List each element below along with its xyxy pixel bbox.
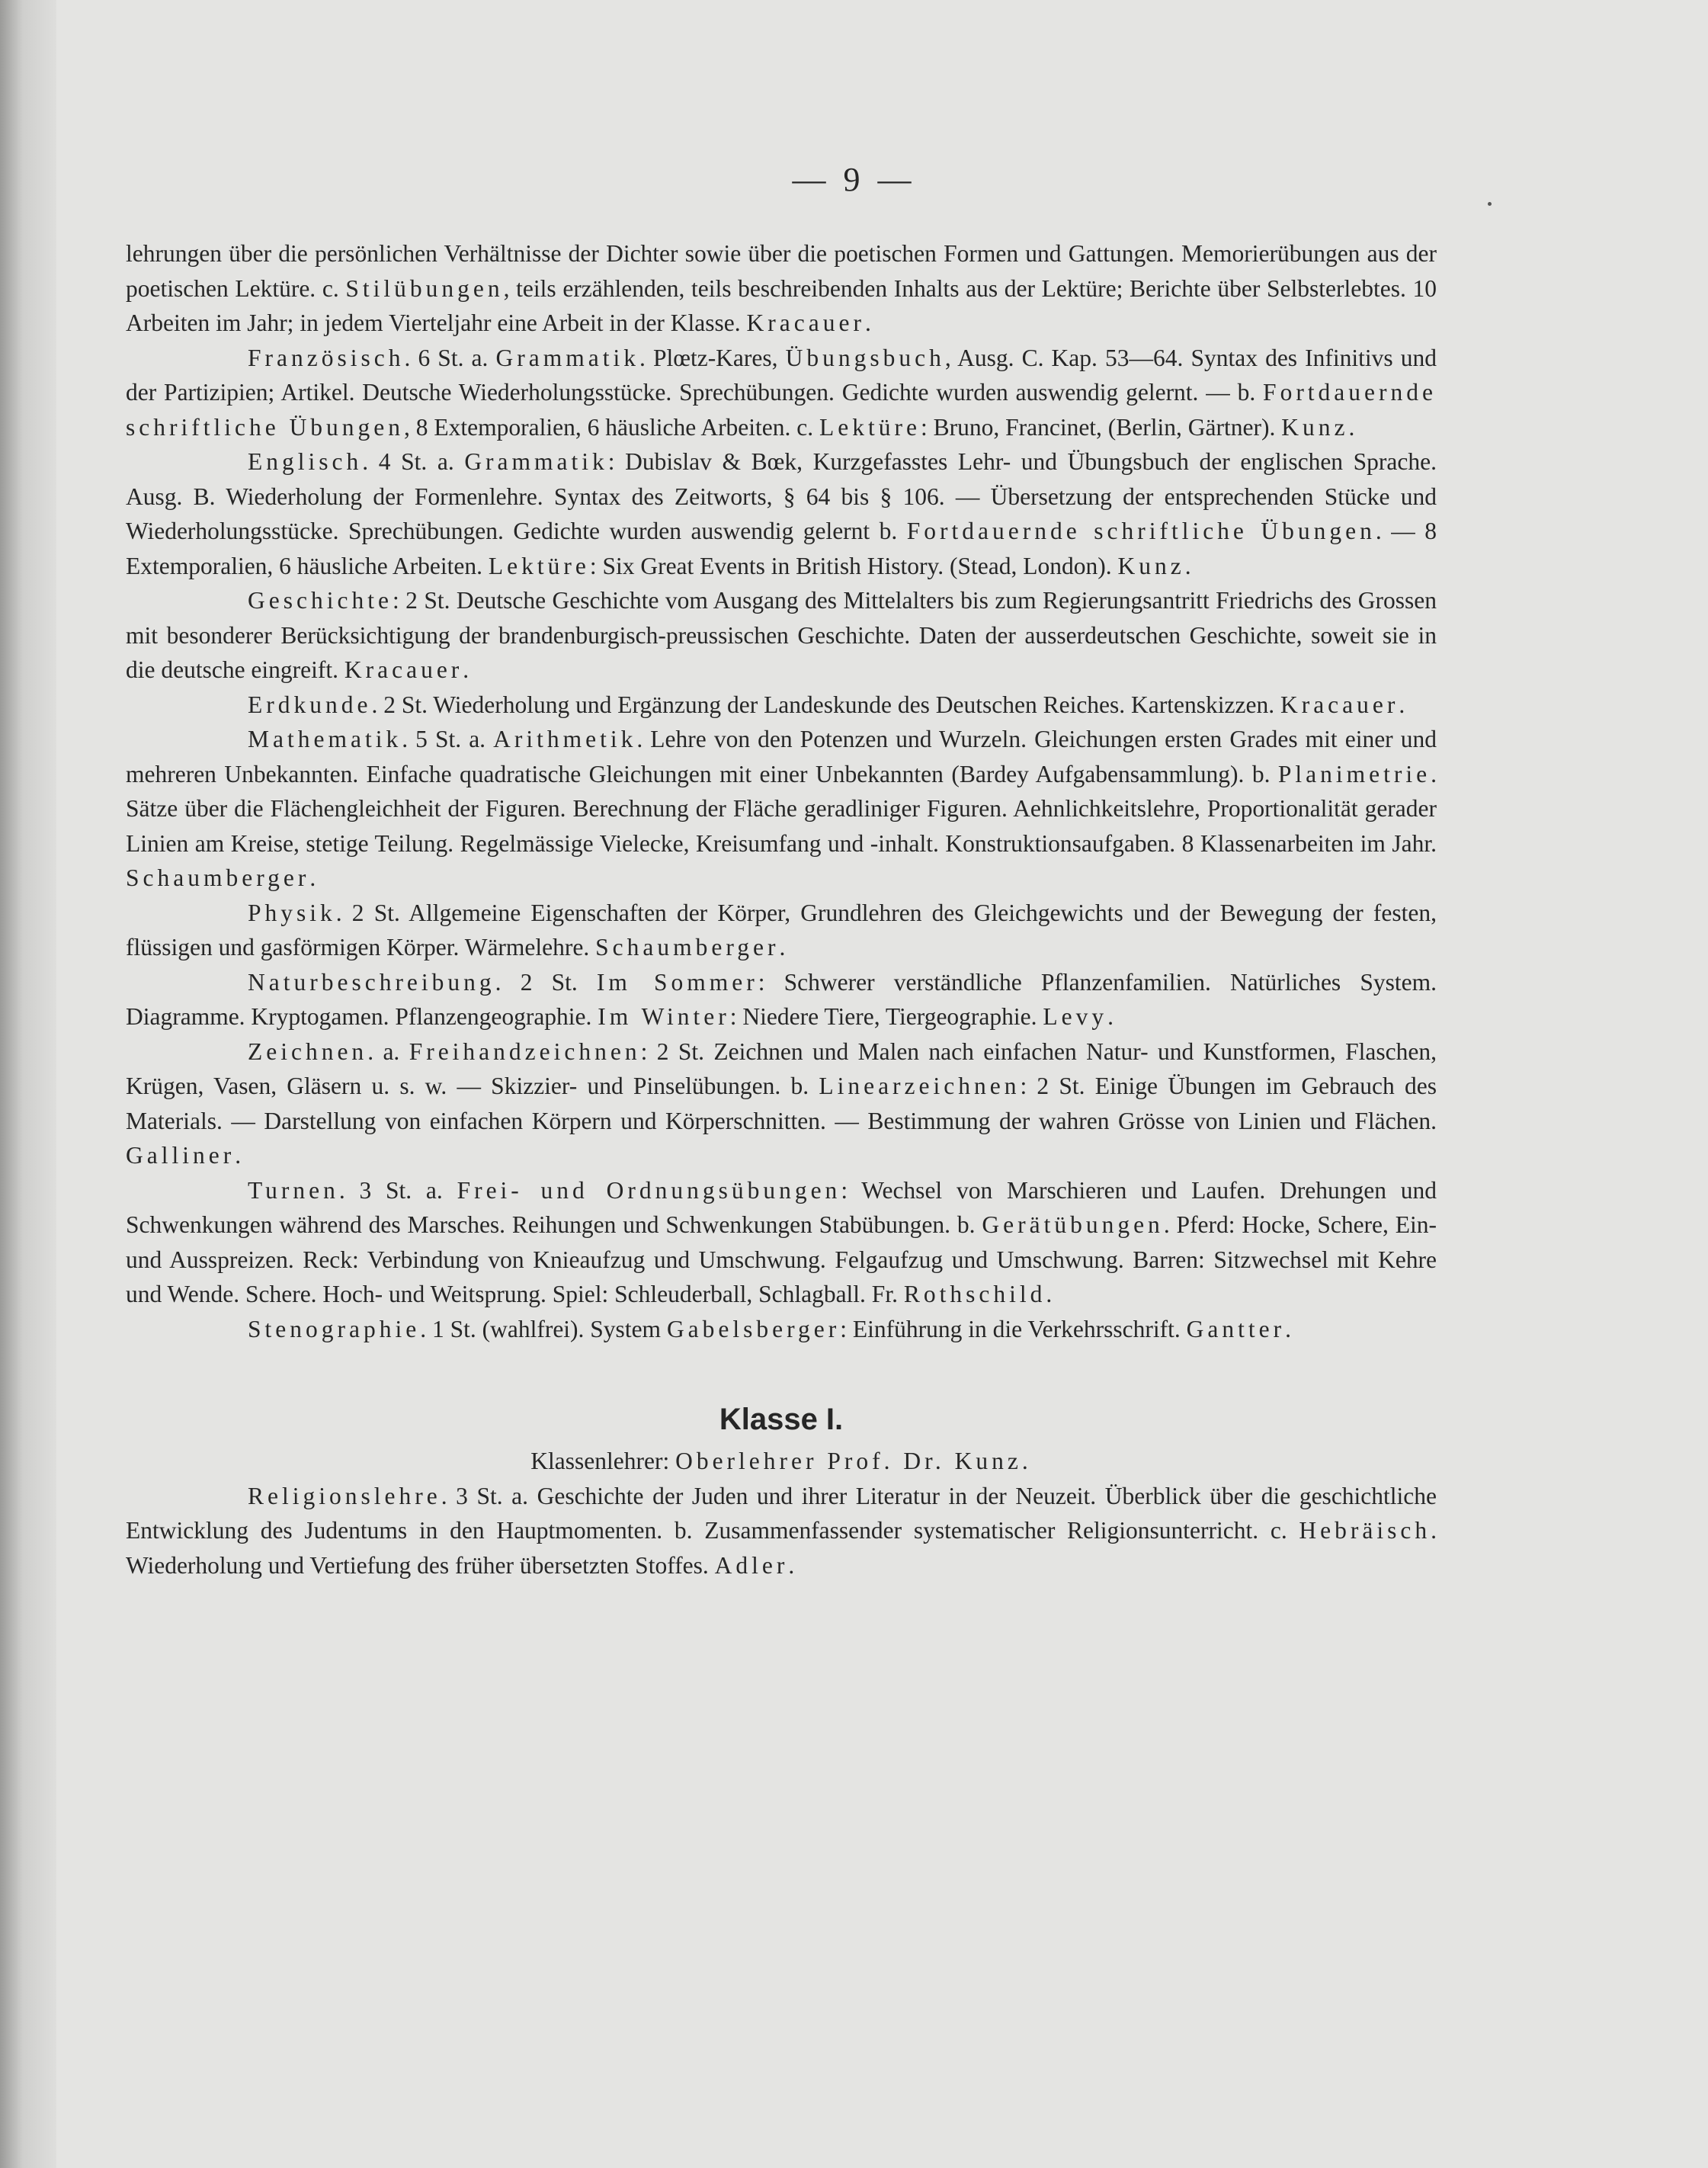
- spaced-keyword: Levy: [1043, 1003, 1108, 1030]
- spaced-keyword: Grammatik: [495, 344, 639, 371]
- document-body: [126, 236, 1437, 1583]
- paragraph-turnen: [126, 1173, 1437, 1312]
- spaced-keyword: Planimetrie: [1277, 760, 1431, 787]
- spaced-keyword: Arithmetik: [493, 726, 637, 752]
- spaced-keyword: Naturbeschreibung: [248, 968, 495, 996]
- paragraph-englisch: [126, 444, 1437, 583]
- spaced-keyword: Galliner: [126, 1142, 236, 1169]
- scan-binding-edge: [0, 0, 56, 2168]
- spaced-keyword: Kunz: [1117, 552, 1185, 579]
- spaced-keyword: Hebräisch: [1299, 1517, 1431, 1544]
- section-heading-klasse-1: Klasse I.: [719, 1403, 844, 1436]
- spaced-keyword: Kracauer: [344, 656, 463, 683]
- text-run: .: [1046, 1281, 1053, 1307]
- text-run: . 3 St. a. Geschichte der Juden und ihrer Literatur in der Neuzeit. Überblick über die geschichtliche Entwicklung des Judentums in den Hauptmomenten. b. Zusammenfassender systematischer Religionsunterricht. c.: [126, 1482, 1437, 1544]
- text-run: . 2 St.: [495, 968, 597, 996]
- spaced-keyword: Englisch: [248, 448, 363, 475]
- text-run: .: [309, 864, 316, 891]
- text-run: : Bruno, Francinet, (Berlin, Gärtner).: [920, 413, 1282, 441]
- text-run: , 8 Extemporalien, 6 häusliche Arbeiten. c.: [404, 413, 820, 441]
- text-run: .: [779, 934, 786, 961]
- spaced-keyword: Schaumberger: [595, 934, 780, 961]
- text-run: . 2 St. Wiederholung und Ergänzung der Landeskunde des Deutschen Reiches. Kartenskizzen.: [371, 691, 1280, 718]
- text-run: : 2 St. Einige Übungen im Gebrauch des Materials. — Darstellung von einfachen Körpern und Körperschnitten. — Bestimmung der wahren Grösse von Linien und Flächen.: [126, 1073, 1437, 1134]
- spaced-keyword: Lektüre: [488, 552, 590, 579]
- spaced-keyword: Grammatik: [464, 448, 608, 475]
- spaced-keyword: Kracauer: [746, 309, 865, 336]
- paragraph-naturbeschreibung: [126, 965, 1437, 1034]
- text-run: .: [1348, 413, 1355, 441]
- text-run: . 4 St. a.: [362, 448, 465, 475]
- spaced-keyword: Zeichnen: [248, 1037, 368, 1065]
- text-run: : Schwerer verständliche Pflanzenfamilien. Natürliches System. Diagramme. Kryptogamen. Pflanzengeographie.: [126, 968, 1437, 1030]
- spaced-keyword: Gabelsberger: [666, 1315, 841, 1342]
- spaced-keyword: Mathematik: [248, 726, 402, 752]
- text-run: .: [788, 1551, 795, 1579]
- paragraph-franzoesisch: [126, 341, 1437, 445]
- text-run: . Pferd: Hocke, Schere, Ein- und Ausspreizen. Reck: Verbindung von Knieaufzug und Umschwung. Felgaufzug und Umschwung. Barren: Sitzwechsel mit Kehre und Wende. Schere. Hoch- und Weitsprung. Spiel: Schleuderball, Schlagball. Fr.: [126, 1211, 1437, 1307]
- text-run: : Six Great Events in British History. (Stead, London).: [589, 552, 1118, 579]
- text-run: : Dubislav & Bœk, Kurzgefasstes Lehr- und Übungsbuch der englischen Sprache. Ausg. B. Wiederholung der Formenlehre. Syntax des Zeitworts, § 64 bis § 106. — Übersetzung der entsprechenden Stücke und Wiederholungsstücke. Sprechübungen. Gedichte wurden auswendig gelernt b.: [126, 448, 1437, 544]
- page-number: — 9 —: [792, 161, 916, 198]
- class-teacher-label: Klassenlehrer:: [530, 1448, 676, 1474]
- text-run: .: [1184, 552, 1191, 579]
- spaced-keyword: Gantter: [1186, 1315, 1286, 1342]
- text-run: . 2 St. Allgemeine Eigenschaften der Körper, Grundlehren des Gleichgewichts und der Bewegung der festen, flüssigen und gasförmigen Körper. Wärmelehre.: [126, 899, 1437, 961]
- text-run: : 2 St. Zeichnen und Malen nach einfachen Natur- und Kunstformen, Flaschen, Krügen, Vasen, Gläsern u. s. w. — Skizzier- und Pinselübungen. b.: [126, 1037, 1437, 1099]
- spaced-keyword: Frei- und Ordnungsübungen: [457, 1176, 841, 1204]
- spaced-keyword: Religionslehre: [248, 1482, 441, 1509]
- paragraph-zeichnen: [126, 1034, 1437, 1173]
- spaced-keyword: Französisch: [248, 344, 405, 371]
- text-run: .: [235, 1142, 242, 1169]
- text-run: lehrungen über die persönlichen Verhältnisse der Dichter sowie über die poetischen Formen und Gattungen. Memorierübungen aus der poetischen Lektüre. c.: [126, 240, 1437, 302]
- text-run: , Ausg. C. Kap. 53—64. Syntax des Infinitivs und der Partizipien; Artikel. Deutsche Wiederholungsstücke. Sprechübungen. Gedichte wurden auswendig gelernt. — b.: [126, 344, 1437, 406]
- text-run: : 2 St. Deutsche Geschichte vom Ausgang des Mittelalters bis zum Regierungsantritt Friedrichs des Grossen mit besonderer Berücksichtigung der brandenburgisch-preussischen Geschichte. Daten der ausserdeutschen Geschichte, soweit sie in die deutsche eingreift.: [126, 587, 1437, 683]
- text-run: : Niedere Tiere, Tiergeographie.: [729, 1003, 1043, 1030]
- text-run: . 6 St. a.: [404, 344, 496, 371]
- scan-speck: [1488, 202, 1492, 206]
- spaced-keyword: Fortdauernde schriftliche Übungen: [126, 379, 1437, 441]
- spaced-keyword: Linearzeichnen: [819, 1073, 1021, 1099]
- spaced-keyword: Gerätübungen: [982, 1211, 1164, 1238]
- paragraph-mathematik: [126, 722, 1437, 896]
- paragraph-stenographie: [126, 1312, 1437, 1347]
- text-run: . a.: [367, 1037, 409, 1065]
- spaced-keyword: Stenographie: [248, 1315, 421, 1342]
- spaced-keyword: Stilübungen: [345, 274, 504, 302]
- spaced-keyword: Adler: [714, 1551, 789, 1579]
- spaced-keyword: Schaumberger: [126, 864, 310, 891]
- spaced-keyword: Lektüre: [819, 413, 921, 441]
- spaced-keyword: Kracauer: [1280, 691, 1399, 718]
- spaced-keyword: Erdkunde: [248, 691, 372, 718]
- text-run: . — 8 Extemporalien, 6 häusliche Arbeiten.: [126, 518, 1437, 579]
- text-run: .: [1107, 1003, 1114, 1030]
- text-run: . 1 St. (wahlfrei). System: [420, 1315, 667, 1342]
- text-run: .: [463, 656, 469, 683]
- spaced-keyword: Geschichte: [248, 587, 393, 614]
- text-run: : Einführung in die Verkehrsschrift.: [840, 1315, 1187, 1342]
- text-run: .: [864, 309, 871, 336]
- spaced-keyword: Physik: [248, 899, 336, 926]
- spaced-keyword: Rothschild: [903, 1281, 1046, 1307]
- text-run: .: [1399, 691, 1405, 718]
- text-run: . Wiederholung und Vertiefung des früher übersetzten Stoffes.: [126, 1517, 1437, 1579]
- text-run: . Plœtz-Kares,: [639, 344, 786, 371]
- text-run: . Sätze über die Flächengleichheit der Figuren. Berechnung der Fläche geradliniger Figuren. Aehnlichkeitslehre, Proportionalität gerader Linien am Kreise, stetige Teilung. Regelmässige Vielecke, Kreisumfang und -inhalt. Konstruktionsaufgaben. 8 Klassenarbeiten im Jahr.: [126, 760, 1437, 857]
- class-teacher-name: Oberlehrer Prof. Dr. Kunz.: [675, 1448, 1032, 1474]
- paragraph-erdkunde: [126, 688, 1437, 723]
- paragraph-geschichte: [126, 583, 1437, 688]
- paragraph-religionslehre: [126, 1479, 1437, 1583]
- paragraph-deutsch-continuation: [126, 236, 1437, 341]
- text-run: : Wechsel von Marschieren und Laufen. Drehungen und Schwenkungen während des Marsches. Reihungen und Schwenkungen Stabübungen. b.: [126, 1176, 1437, 1238]
- spaced-keyword: Übungsbuch: [785, 344, 945, 371]
- paragraph-physik: [126, 896, 1437, 965]
- spaced-keyword: Freihandzeichnen: [409, 1037, 641, 1065]
- text-run: , teils erzählenden, teils beschreibenden Inhalts aus der Lektüre; Berichte über Selbsterlebtes. 10 Arbeiten im Jahr; in jedem Vierteljahr eine Arbeit in der Klasse.: [126, 274, 1437, 336]
- text-run: . Lehre von den Potenzen und Wurzeln. Gleichungen ersten Grades mit einer und mehreren Unbekannten. Einfache quadratische Gleichungen mit einer Unbekannten (Bardey Aufgabensammlung). b.: [126, 726, 1437, 787]
- class-teacher-line: [126, 1444, 1437, 1479]
- text-run: . 5 St. a.: [402, 726, 494, 752]
- text-run: . 3 St. a.: [338, 1176, 457, 1204]
- spaced-keyword: Kunz: [1281, 413, 1349, 441]
- spaced-keyword: Im Winter: [598, 1003, 730, 1030]
- spaced-keyword: Turnen: [248, 1176, 339, 1204]
- spaced-keyword: Im Sommer: [596, 968, 758, 996]
- spaced-keyword: Fortdauernde schriftliche Übungen: [906, 518, 1376, 544]
- text-run: .: [1285, 1315, 1291, 1342]
